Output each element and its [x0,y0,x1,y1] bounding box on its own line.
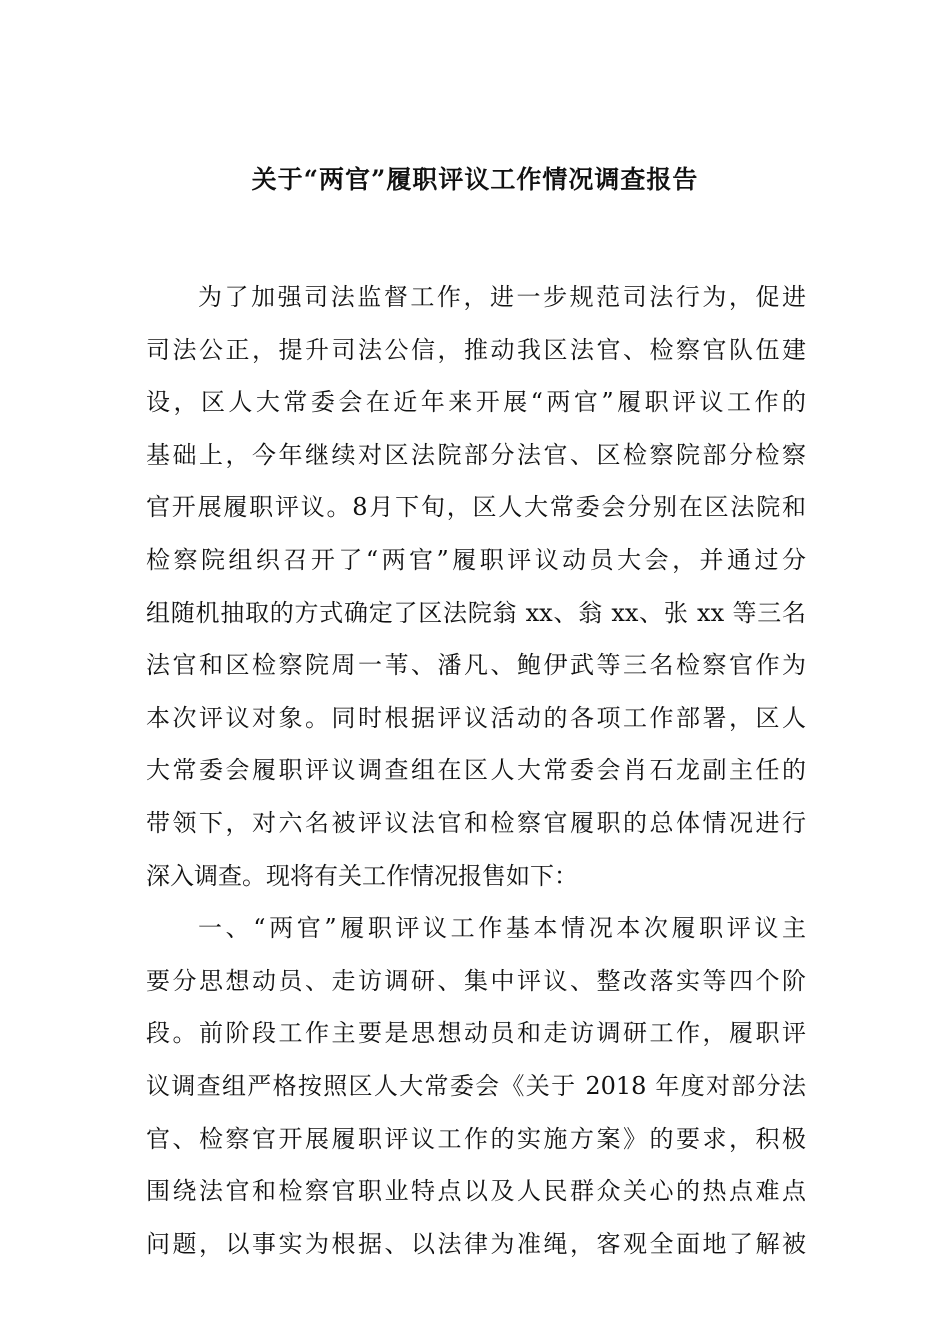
paragraph-1-line-11: 带领下，对六名被评议法官和检察官履职的总体情况进行 [146,808,806,837]
paragraph-1-line-5: 官开展履职评议。8月下旬，区人大常委会分别在区法院和 [146,493,806,522]
paragraph-1-line-3: 设，区人大常委会在近年来开展“两官”履职评议工作的 [146,388,806,417]
paragraph-2-line-7: 问题，以事实为根据、以法律为准绳，客观全面地了解被 [146,1229,806,1258]
paragraph-1-line-9: 本次评议对象。同时根据评议活动的各项工作部署，区人 [146,703,806,732]
paragraph-2-line-4: 议调查组严格按照区人大常委会《关于 2018 年度对部分法 [146,1071,806,1100]
paragraph-1-line-7: 组随机抽取的方式确定了区法院翁 xx、翁 xx、张 xx 等三名 [146,598,806,627]
document-body [146,277,806,1276]
document-title: 关于“两官”履职评议工作情况调查报告 [251,165,699,194]
paragraph-2-line-6: 围绕法官和检察官职业特点以及人民群众关心的热点难点 [146,1177,806,1206]
paragraph-1-line-1: 为了加强司法监督工作，进一步规范司法行为，促进 [198,283,806,311]
paragraph-1-line-6: 检察院组织召开了“两官”履职评议动员大会，并通过分 [146,545,806,574]
paragraph-1-line-8: 法官和区检察院周一苇、潘凡、鲍伊武等三名检察官作为 [146,651,806,680]
paragraph-1-line-10: 大常委会履职评议调查组在区人大常委会肖石龙副主任的 [146,756,806,785]
paragraph-1-line-12: 深入调查。现将有关工作情况报售如下： [146,861,578,890]
paragraph-1-line-2: 司法公正，提升司法公信，推动我区法官、检察官队伍建 [146,335,806,364]
paragraph-2-line-5: 官、检察官开展履职评议工作的实施方案》的要求，积极 [146,1124,806,1153]
paragraph-2-line-3: 段。前阶段工作主要是思想动员和走访调研工作，履职评 [146,1019,806,1048]
paragraph-2-line-1: 一、“两官”履职评议工作基本情况本次履职评议主 [198,914,806,943]
paragraph-2-line-2: 要分思想动员、走访调研、集中评议、整改落实等四个阶 [146,966,806,995]
paragraph-1-line-4: 基础上，今年继续对区法院部分法官、区检察院部分检察 [146,440,806,469]
